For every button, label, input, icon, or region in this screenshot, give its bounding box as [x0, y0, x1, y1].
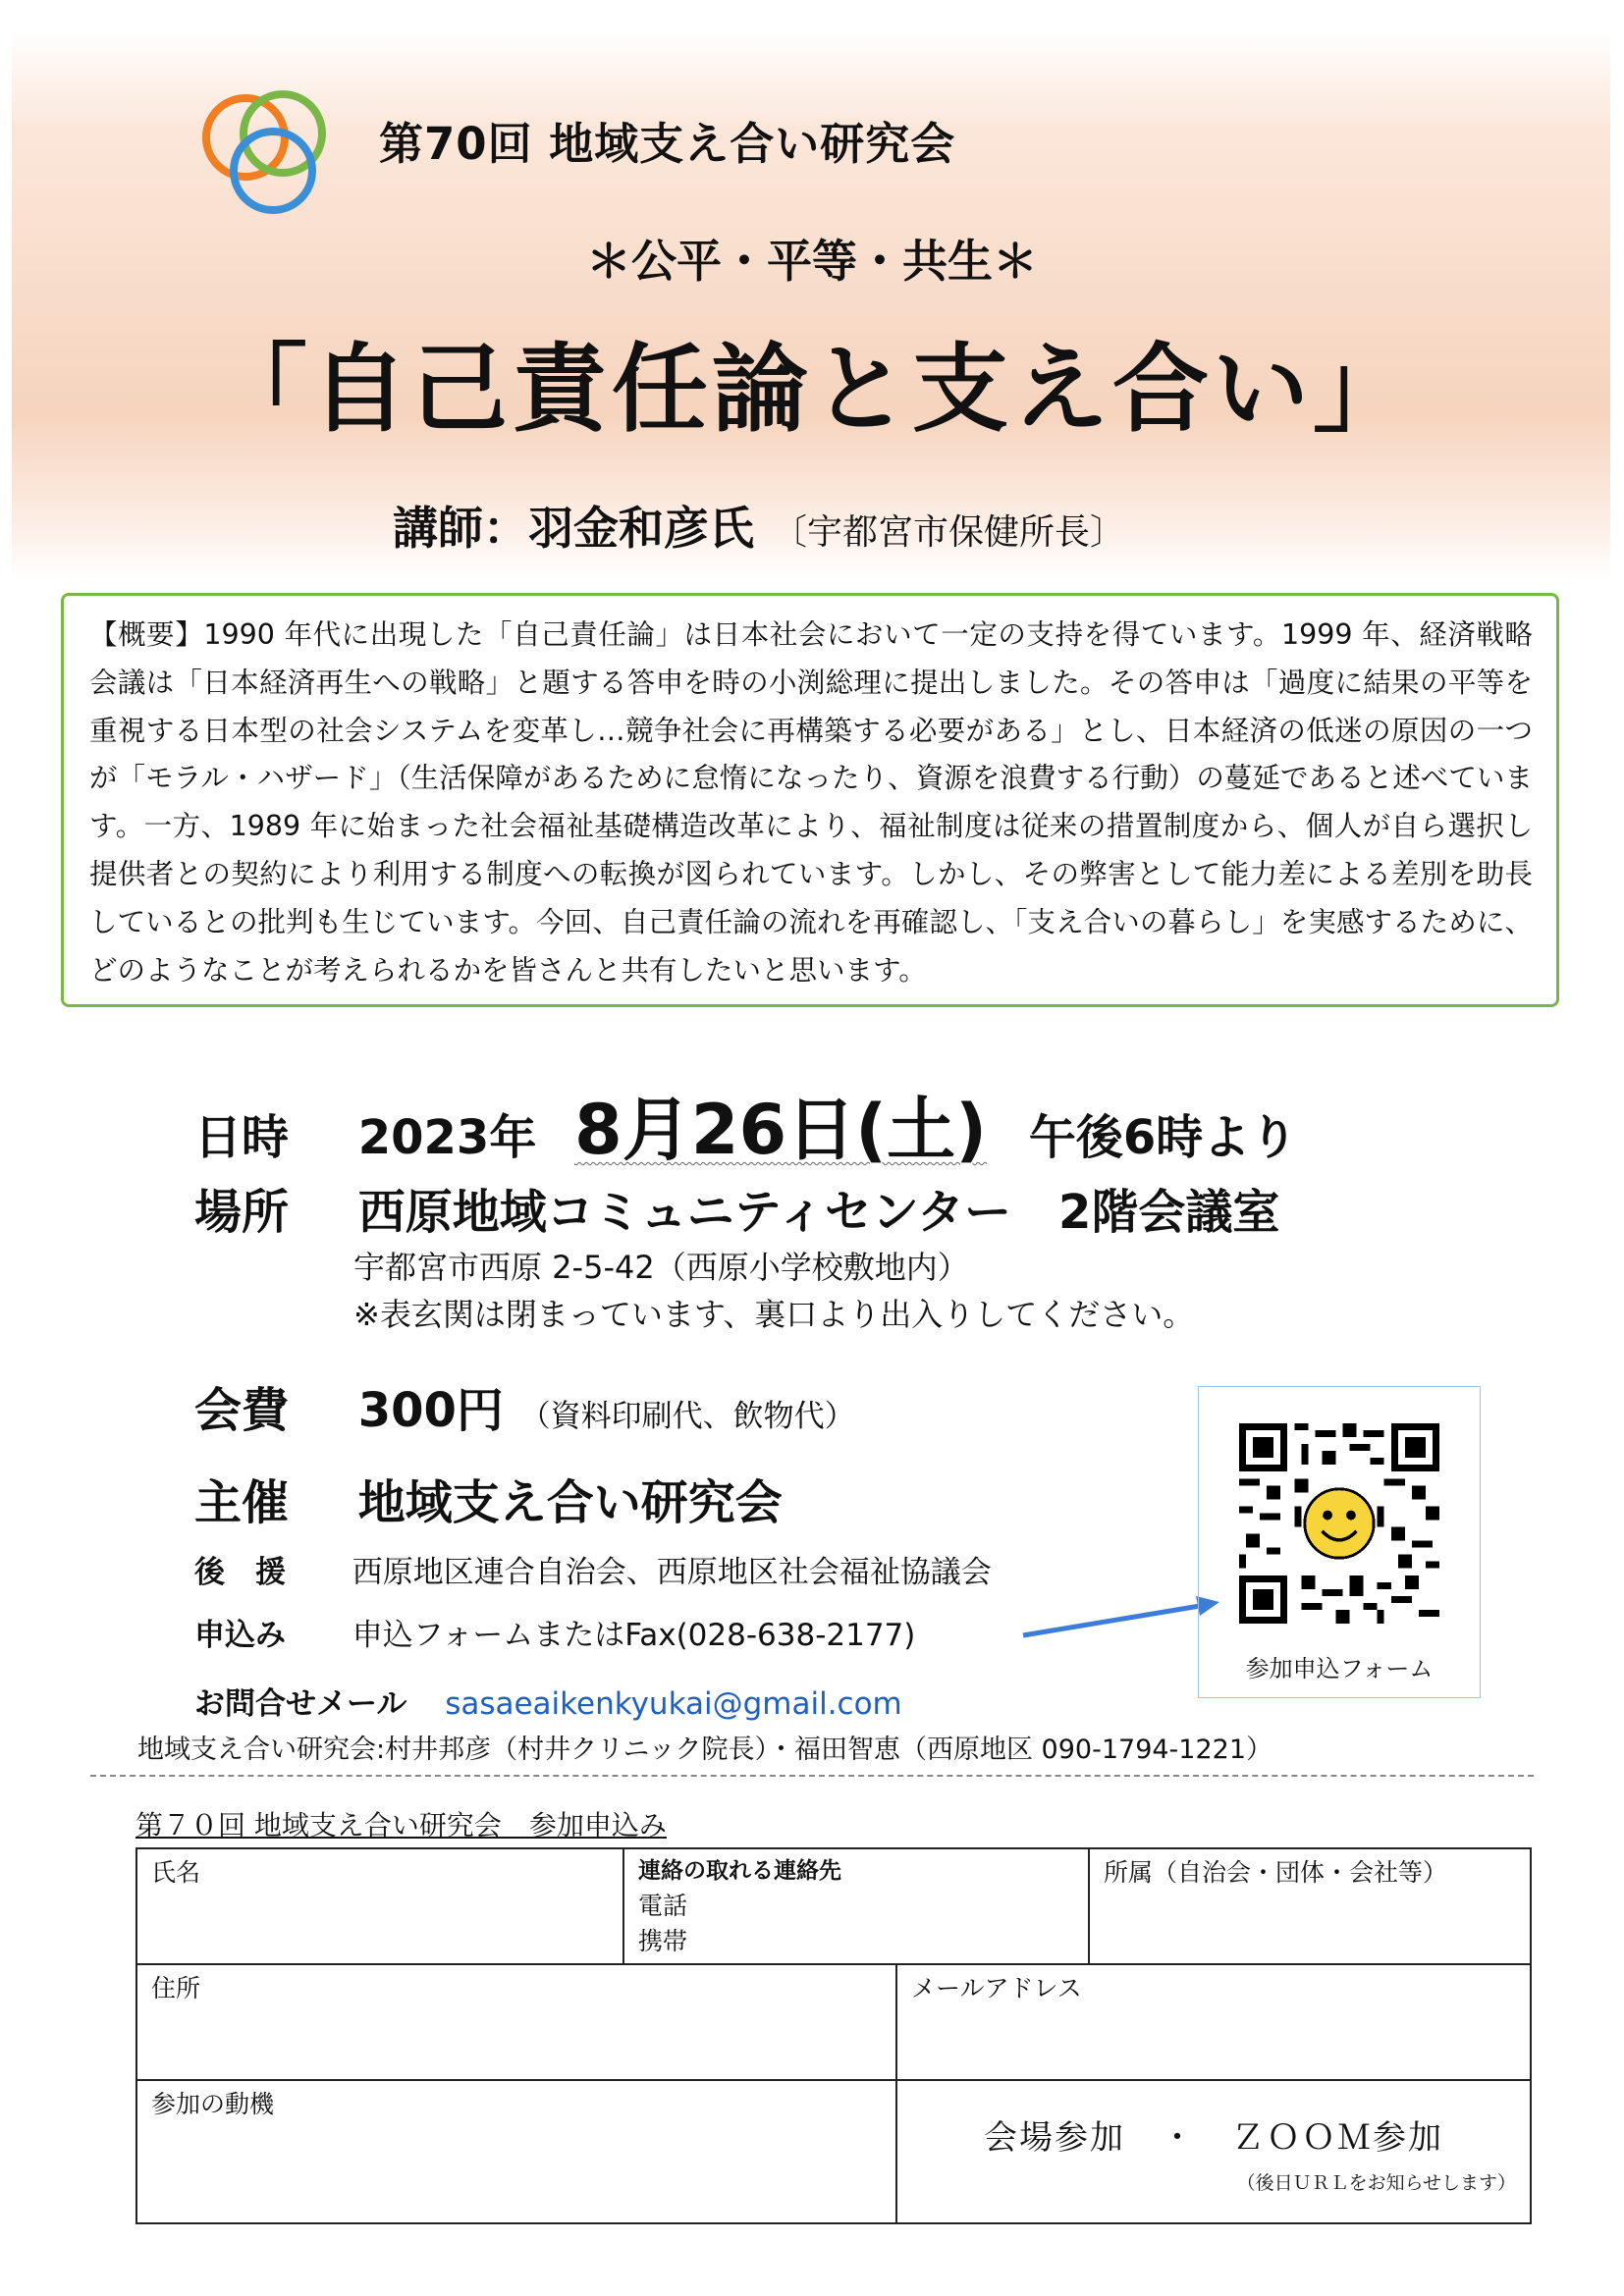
event-subtitle: ＊公平・平等・共生＊ [586, 235, 1038, 288]
support-label: 後 援 [194, 1555, 286, 1590]
overview-text: 【概要】1990 年代に出現した「自己責任論」は日本社会において一定の支持を得ています。1999 年、経済戦略会議は「日本経済再生への戦略」と題する答申を時の小渕総理に提出しました。その答申は「過度に結果の平等を重視する日本型の社会システムを変革し…競争社会に再構築する必要がある」とし、日本経済の低迷の原因の一つが「モラル・ハザード」（生活保障があるために怠惰になったり、資源を浪費する行動）の蔓延であると述べています。一方、1989 年に始まった社会福祉基礎構造改革により、福祉制度は従来の措置制度から、個人が自ら選択し提供者との契約により利用する制度への転換が図られています。しかし、その弊害として能力差による差別を助長しているとの批判も生じています。今回、自己責任論の流れを再確認し、「支え合いの暮らし」を実感するために、どのようなことが考えられるかを皆さんと共有したいと思います。 [89, 618, 1533, 987]
qr-code-icon[interactable] [1239, 1423, 1439, 1624]
date-year: 2023年 [357, 1110, 537, 1165]
lecturer-name: 講師：羽金和彦氏 [393, 502, 754, 555]
support-row [194, 1547, 992, 1591]
fee-amount: 300円 [357, 1383, 504, 1438]
email-label: メールアドレス [911, 1974, 1082, 2002]
fee-row [194, 1372, 855, 1440]
inquiry-row [194, 1679, 902, 1723]
motive-field[interactable] [136, 2080, 896, 2223]
date-time: 午後6時より [1028, 1110, 1298, 1165]
venue-address: 宇都宮市西原 2-5-42（西原小学校敷地内） [353, 1249, 969, 1286]
contact-field[interactable] [623, 1848, 1089, 1964]
motive-label: 参加の動機 [151, 2090, 275, 2118]
main-title: 「自己責任論と支え合い」 [210, 334, 1413, 446]
qr-caption: 参加申込フォーム [1245, 1655, 1434, 1682]
inquiry-email-link[interactable]: sasaeaikenkyukai@gmail.com [445, 1686, 902, 1722]
support-text: 西原地区連合自治会、西原地区社会福祉協議会 [352, 1555, 992, 1590]
inquiry-label: お問合せメール [194, 1686, 407, 1722]
lecturer-affiliation: 〔宇都宮市保健所長〕 [772, 512, 1126, 553]
logo-icon [192, 82, 340, 220]
organizer-label: 主催 [194, 1475, 290, 1530]
fee-label: 会費 [194, 1383, 290, 1438]
arrow-to-qr-icon [1017, 1592, 1227, 1647]
email-field[interactable] [896, 1964, 1531, 2080]
apply-text: 申込フォームまたはFax(028-638-2177) [352, 1618, 916, 1653]
venue-name: 西原地域コミュニティセンター 2階会議室 [357, 1185, 1280, 1240]
fee-note: （資料印刷代、飲物代） [519, 1399, 855, 1434]
participation-field[interactable] [896, 2080, 1531, 2223]
participation-note: （後日ＵＲＬをお知らせします） [1236, 2172, 1516, 2194]
apply-row [194, 1610, 915, 1654]
date-main: 8月26日(土) [574, 1090, 988, 1170]
overview-box [61, 593, 1559, 1007]
date-label: 日時 [194, 1110, 290, 1165]
date-row [194, 1075, 1297, 1174]
form-title: 第７０回 地域支え合い研究会 参加申込み [135, 1809, 667, 1842]
affiliation-label: 所属（自治会・団体・会社等） [1104, 1858, 1448, 1887]
access-note: ※表玄関は閉まっています、裏口より出入りしてください。 [353, 1296, 1195, 1333]
apply-label: 申込み [194, 1618, 286, 1653]
address-label: 住所 [151, 1974, 201, 2002]
application-form [135, 1847, 1532, 2224]
mobile-label: 携帯 [638, 1927, 688, 1955]
event-edition-title: 第70回 地域支え合い研究会 [379, 118, 956, 170]
address-field[interactable] [136, 1964, 896, 2080]
venue-label: 場所 [194, 1185, 290, 1240]
organizer-row [194, 1465, 783, 1532]
cut-line-divider [90, 1775, 1534, 1777]
name-label: 氏名 [151, 1858, 201, 1887]
lecturer [393, 493, 1125, 558]
affiliation-field[interactable] [1089, 1848, 1531, 1964]
contact-label: 連絡の取れる連絡先 [638, 1858, 841, 1884]
participation-options[interactable]: 会場参加 ・ ＺＯＯＭ参加 [984, 2118, 1443, 2158]
organizer-name: 地域支え合い研究会 [357, 1475, 783, 1530]
phone-label: 電話 [638, 1892, 688, 1920]
contact-info: 地域支え合い研究会:村井邦彦（村井クリニック院長）・福田智恵（西原地区 090-1794-1221） [137, 1735, 1273, 1765]
name-field[interactable] [136, 1848, 623, 1964]
venue-row [194, 1174, 1279, 1242]
